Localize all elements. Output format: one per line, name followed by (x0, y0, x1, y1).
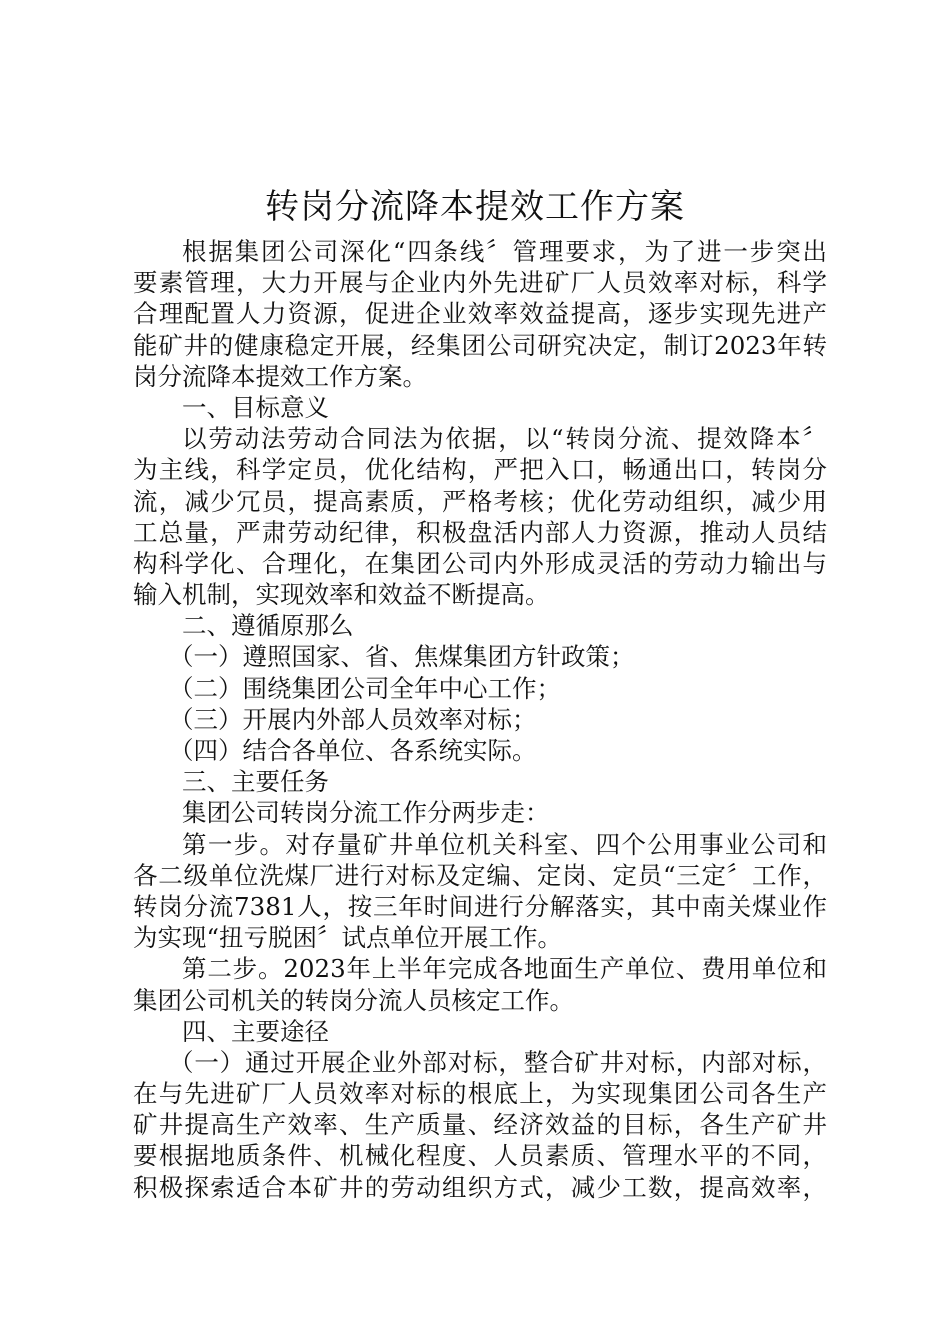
text-line: 在与先进矿厂人员效率对标的根底上，为实现集团公司各生产 (133, 1079, 827, 1109)
text-line: 各二级单位洗煤厂进行对标及定编、定岗、定员“三定〞工作， (133, 860, 827, 890)
text-line: 输入机制，实现效率和效益不断提高。 (133, 580, 550, 610)
text-line: （三）开展内外部人员效率对标； (169, 704, 537, 734)
text-line: 第二步。2023年上半年完成各地面生产单位、费用单位和 (182, 954, 827, 984)
text-line: 第一步。对存量矿井单位机关科室、四个公用事业公司和 (182, 829, 827, 859)
text-line: 三、主要任务 (182, 767, 329, 797)
text-line: 转岗分流7381人，按三年时间进行分解落实，其中南关煤业作 (133, 891, 827, 921)
document-title: 转岗分流降本提效工作方案 (265, 187, 685, 227)
document-body (133, 236, 827, 1203)
text-line: 为主线，科学定员，优化结构，严把入口，畅通出口，转岗分 (133, 455, 827, 485)
text-line: 能矿井的健康稳定开展，经集团公司研究决定，制订2023年转 (133, 330, 827, 360)
text-line: 二、遵循原那么 (182, 611, 354, 641)
text-line: （一）通过开展企业外部对标，整合矿井对标，内部对标， (169, 1047, 827, 1077)
text-line: 为实现“扭亏脱困〞试点单位开展工作。 (133, 923, 563, 953)
text-line: 矿井提高生产效率、生产质量、经济效益的目标，各生产矿井 (133, 1110, 827, 1140)
text-line: 岗分流降本提效工作方案。 (133, 361, 427, 391)
text-line: （二）围绕集团公司全年中心工作； (169, 673, 561, 703)
text-line: 一、目标意义 (182, 392, 329, 422)
text-line: 积极探索适合本矿井的劳动组织方式，减少工数，提高效率， (133, 1172, 827, 1202)
text-line: 根据集团公司深化“四条线〞管理要求，为了进一步突出 (182, 237, 827, 266)
text-line: （四）结合各单位、各系统实际。 (169, 736, 537, 765)
text-line: 工总量，严肃劳动纪律，积极盘活内部人力资源，推动人员结 (133, 517, 827, 547)
text-line: 要素管理，大力开展与企业内外先进矿厂人员效率对标，科学 (133, 268, 827, 298)
text-line: 四、主要途径 (182, 1016, 329, 1046)
text-line: 集团公司转岗分流工作分两步走： (182, 798, 550, 828)
text-line: 要根据地质条件、机械化程度、人员素质、管理水平的不同， (133, 1141, 827, 1171)
text-line: 合理配置人力资源，促进企业效率效益提高，逐步实现先进产 (133, 299, 827, 329)
text-line: 以劳动法劳动合同法为依据，以“转岗分流、提效降本〞 (182, 424, 827, 454)
text-line: （一）遵照国家、省、焦煤集团方针政策； (169, 642, 635, 672)
text-line: 集团公司机关的转岗分流人员核定工作。 (133, 985, 574, 1015)
text-line: 构科学化、合理化，在集团公司内外形成灵活的劳动力输出与 (133, 548, 827, 578)
text-line: 流，减少冗员，提高素质，严格考核；优化劳动组织，减少用 (133, 486, 827, 516)
